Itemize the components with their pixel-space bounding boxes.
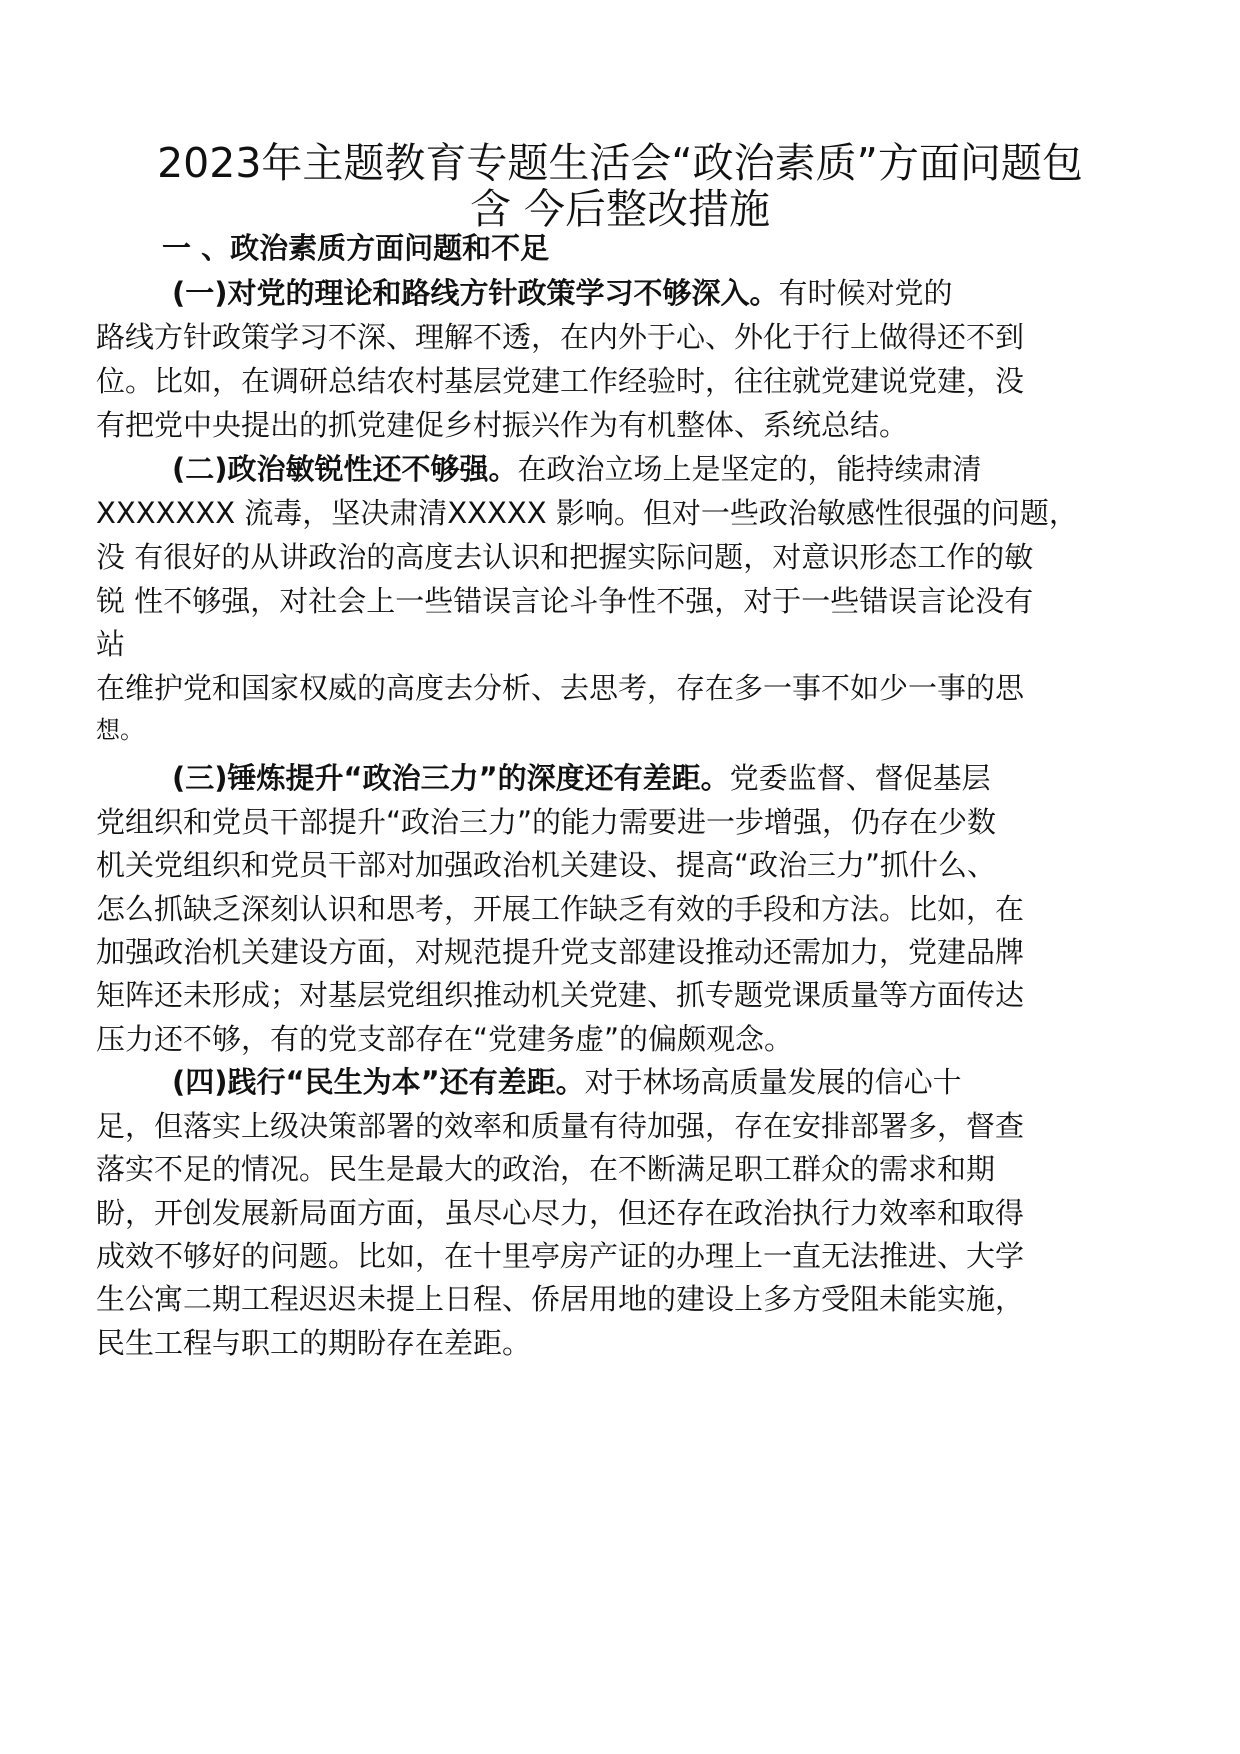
- paragraph-1-text: 有时候对党的: [778, 276, 953, 310]
- paragraph-4-line-1: [172, 1060, 962, 1104]
- paragraph-1-line-2: 路线方针政策学习不深、理解不透，在内外于心、外化于行上做得还不到: [96, 320, 1025, 354]
- paragraph-4-line-6: 生公寓二期工程迟迟未提上日程、侨居用地的建设上多方受阻未能实施，: [96, 1282, 1025, 1316]
- paragraph-2-line-2: XXXXXXX 流毒，坚决肃清XXXXX 影响。但对一些政治敏感性很强的问题，: [96, 496, 1078, 530]
- paragraph-3-line-6: 矩阵还未形成；对基层党组织推动机关党建、抓专题党课质量等方面传达: [96, 978, 1025, 1012]
- paragraph-4-line-4: 盼，开创发展新局面方面，虽尽心尽力，但还存在政治执行力效率和取得: [96, 1196, 1025, 1230]
- paragraph-3-line-1: [172, 756, 991, 800]
- paragraph-4-line-2: 足，但落实上级决策部署的效率和质量有待加强，存在安排部署多，督查: [96, 1109, 1025, 1143]
- paragraph-4-heading: (四)践行“民生为本”还有差距。: [172, 1065, 585, 1099]
- paragraph-3-line-7: 压力还不够，有的党支部存在“党建务虚”的偏颇观念。: [96, 1022, 794, 1056]
- paragraph-3-line-2: 党组织和党员干部提升“政治三力”的能力需要进一步增强，仍存在少数: [96, 805, 997, 839]
- paragraph-1-line-4: 有把党中央提出的抓党建促乡村振兴作为有机整体、系统总结。: [96, 408, 909, 442]
- document-title-line-2: 含 今后整改措施: [469, 185, 771, 233]
- paragraph-4-line-3: 落实不足的情况。民生是最大的政治，在不断满足职工群众的需求和期: [96, 1152, 996, 1186]
- paragraph-2-line-3: 没 有很好的从讲政治的高度去认识和把握实际问题，对意识形态工作的敏: [96, 540, 1034, 574]
- paragraph-3-line-3: 机关党组织和党员干部对加强政治机关建设、提高“政治三力”抓什么、: [96, 848, 997, 882]
- paragraph-4-text: 对于林场高质量发展的信心十: [584, 1065, 962, 1099]
- paragraph-3-line-5: 加强政治机关建设方面，对规范提升党支部建设推动还需加力，党建品牌: [96, 935, 1025, 969]
- paragraph-2-line-1: [172, 447, 982, 491]
- paragraph-1-line-3: 位。比如，在调研总结农村基层党建工作经验时，往往就党建说党建，没: [96, 364, 1025, 398]
- paragraph-2-heading: (二)政治敏锐性还不够强。: [172, 452, 518, 486]
- paragraph-4-line-5: 成效不够好的问题。比如，在十里亭房产证的办理上一直无法推进、大学: [96, 1239, 1025, 1273]
- paragraph-2-line-7: 想。: [96, 716, 144, 744]
- paragraph-3-heading: (三)锤炼提升“政治三力”的深度还有差距。: [172, 761, 730, 795]
- paragraph-2-line-4: 锐 性不够强，对社会上一些错误言论斗争性不强，对于一些错误言论没有: [96, 584, 1034, 618]
- paragraph-3-text: 党委监督、督促基层: [729, 761, 991, 795]
- paragraph-4-line-7: 民生工程与职工的期盼存在差距。: [96, 1326, 532, 1360]
- section-heading: 一 、政治素质方面问题和不足: [162, 231, 550, 265]
- paragraph-1-heading: (一)对党的理论和路线方针政策学习不够深入。: [172, 276, 779, 310]
- paragraph-2-line-5: 站: [96, 627, 126, 661]
- paragraph-1-line-1: [172, 271, 953, 315]
- paragraph-3-line-4: 怎么抓缺乏深刻认识和思考，开展工作缺乏有效的手段和方法。比如，在: [96, 892, 1025, 926]
- paragraph-2-line-6: 在维护党和国家权威的高度去分析、去思考，存在多一事不如少一事的思: [96, 671, 1025, 705]
- document-title-line-1: 2023年主题教育专题生活会“政治素质”方面问题包: [157, 139, 1083, 187]
- paragraph-2-text: 在政治立场上是坚定的，能持续肃清: [517, 452, 982, 486]
